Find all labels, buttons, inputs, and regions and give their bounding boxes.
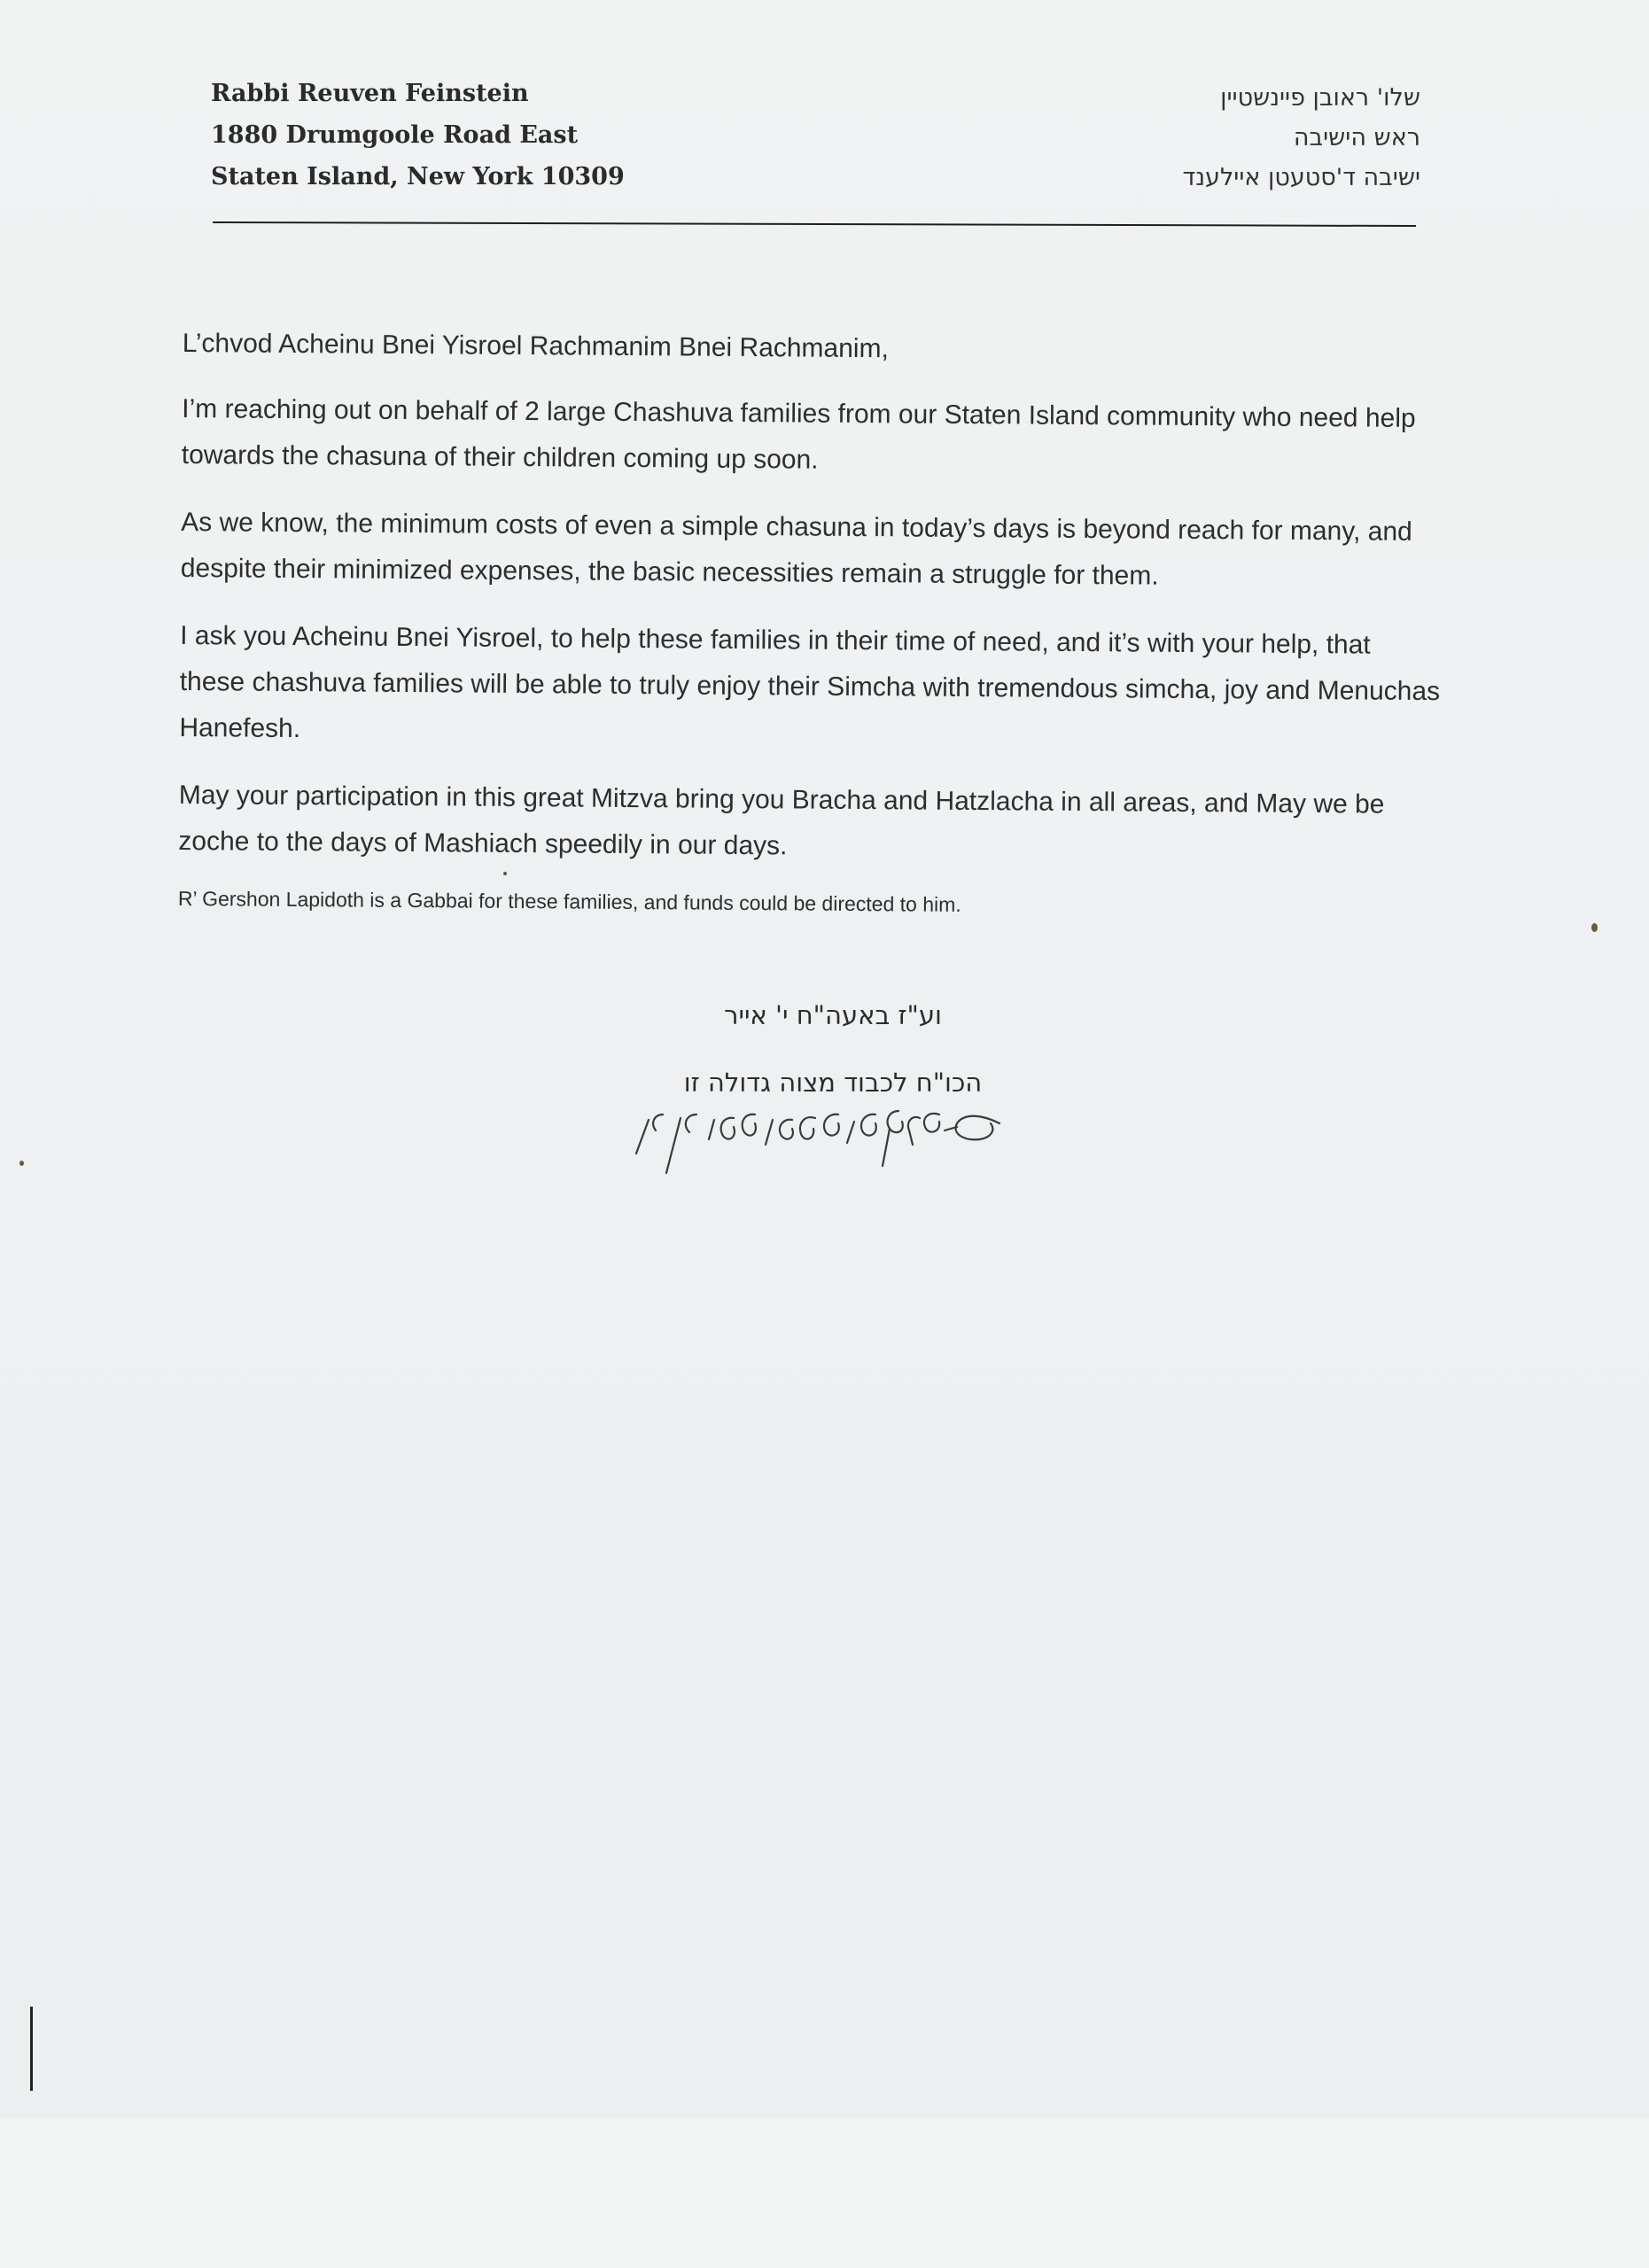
letterhead-divider bbox=[213, 221, 1416, 227]
paragraph-3: I ask you Acheinu Bnei Yisroel, to help these families in their time of need, and it’s with your help, that these chashuva families will be able to truly enjoy their Simcha with tremendous simcha, joy and Menuchas Hanefesh. bbox=[179, 620, 1441, 744]
closing-blessing-line: הכו"ח לכבוד מצוה גדולה זו bbox=[683, 1068, 983, 1098]
letter-body bbox=[178, 321, 1445, 947]
letterhead-city: Staten Island, New York 10309 bbox=[211, 163, 625, 190]
closing-date-line: וע"ז באעה"ח י' אייר bbox=[724, 1000, 942, 1030]
paper-speck bbox=[19, 1161, 24, 1166]
letterhead-hebrew-title: ראש הישיבה bbox=[1293, 124, 1420, 151]
letterhead-street: 1880 Drumgoole Road East bbox=[211, 121, 579, 149]
paper-speck bbox=[1591, 923, 1598, 932]
handwritten-signature bbox=[610, 1088, 1017, 1185]
scanner-background bbox=[0, 2119, 1649, 2268]
scan-edge-mark bbox=[30, 2007, 33, 2091]
letterhead-hebrew-yeshiva: ישיבה ד'סטעטן איילענד bbox=[1182, 164, 1420, 191]
paragraph-4: May your participation in this great Mitzva bring you Bracha and Hatzlacha in all areas, and May we be zoche to the days of Mashiach speedily in our days. bbox=[178, 780, 1385, 861]
gabbai-note: R’ Gershon Lapidoth is a Gabbai for these families, and funds could be directed to him. bbox=[177, 886, 961, 916]
salutation: L’chvod Acheinu Bnei Yisroel Rachmanim Bnei Rachmanim, bbox=[182, 328, 889, 364]
paper-speck bbox=[503, 872, 507, 875]
letterhead-name: Rabbi Reuven Feinstein bbox=[211, 80, 529, 107]
paragraph-2: As we know, the minimum costs of even a simple chasuna in today’s days is beyond reach for many, and despite their minimized expenses, the basic necessities remain a struggle for them. bbox=[180, 507, 1412, 591]
letterhead-hebrew-name: שלו' ראובן פיינשטיין bbox=[1220, 84, 1420, 112]
letterhead-english bbox=[211, 73, 625, 198]
paragraph-1: I’m reaching out on behalf of 2 large Chashuva families from our Staten Island community who need help towards the chasuna of their children coming up soon. bbox=[181, 393, 1416, 475]
letterhead-hebrew bbox=[1183, 78, 1421, 198]
